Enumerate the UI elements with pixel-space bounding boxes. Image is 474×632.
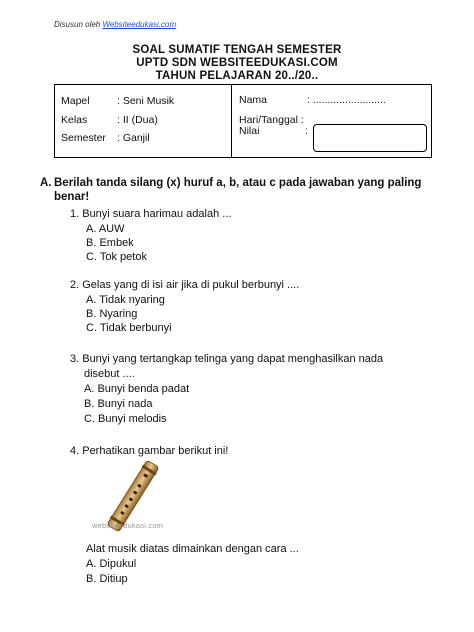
semester-label: Semester [61, 132, 106, 144]
identity-divider [231, 85, 232, 157]
nilai-label: Nilai [239, 125, 260, 137]
question-1-option-a[interactable]: A. AUW [86, 223, 125, 235]
title-line-1: SOAL SUMATIF TENGAH SEMESTER [132, 44, 342, 56]
credit-prefix: Disusun oleh [54, 20, 103, 29]
section-instruction [40, 176, 440, 204]
nilai-box[interactable] [313, 124, 427, 152]
mapel-value: : Seni Musik [117, 95, 175, 107]
mapel-label: Mapel [61, 95, 90, 107]
title-line-2: UPTD SDN WEBSITEEDUKASI.COM [136, 57, 338, 69]
section-letter: A. [40, 177, 52, 189]
question-2-option-b[interactable]: B. Nyaring [86, 308, 138, 320]
question-1: 1. Bunyi suara harimau adalah ... [70, 208, 232, 220]
nama-label: Nama [239, 94, 268, 106]
question-4-prompt: Alat musik diatas dimainkan dengan cara ... [86, 543, 299, 555]
question-3-option-a[interactable]: A. Bunyi benda padat [84, 383, 190, 395]
question-1-option-c[interactable]: C. Tok petok [86, 251, 147, 263]
hari-tanggal-label: Hari/Tanggal : [239, 114, 304, 126]
question-3-option-c[interactable]: C. Bunyi melodis [84, 413, 167, 425]
semester-value: : Ganjil [117, 132, 150, 144]
question-3-line-1: 3. Bunyi yang tertangkap telinga yang dapat menghasilkan nada [70, 353, 384, 365]
question-4: 4. Perhatikan gambar berikut ini! [70, 445, 229, 457]
nilai-colon: : [305, 125, 308, 137]
nama-field[interactable]: : ......................... [307, 94, 386, 106]
question-2: 2. Gelas yang di isi air jika di pukul berbunyi .... [70, 279, 300, 291]
image-watermark: websiteedukasi.com [92, 521, 164, 530]
credit-line [54, 20, 176, 29]
section-instruction-text: Berilah tanda silang (x) huruf a, b, atau c pada jawaban yang paling benar! [54, 177, 422, 203]
question-3-option-b[interactable]: B. Bunyi nada [84, 398, 153, 410]
question-4-option-b[interactable]: B. Ditiup [86, 573, 128, 585]
question-4-option-a[interactable]: A. Dipukul [86, 558, 137, 570]
question-3-line-2: disebut .... [84, 368, 135, 380]
credit-link[interactable]: Websiteedukasi.com [102, 20, 177, 29]
document-title-block [0, 44, 474, 83]
question-2-option-c[interactable]: C. Tidak berbunyi [86, 322, 172, 334]
kelas-value: : II (Dua) [117, 114, 158, 126]
identity-box [54, 84, 432, 158]
kelas-label: Kelas [61, 114, 88, 126]
title-line-3: TAHUN PELAJARAN 20../20.. [155, 70, 319, 82]
question-1-option-b[interactable]: B. Embek [86, 237, 134, 249]
question-2-option-a[interactable]: A. Tidak nyaring [86, 294, 165, 306]
